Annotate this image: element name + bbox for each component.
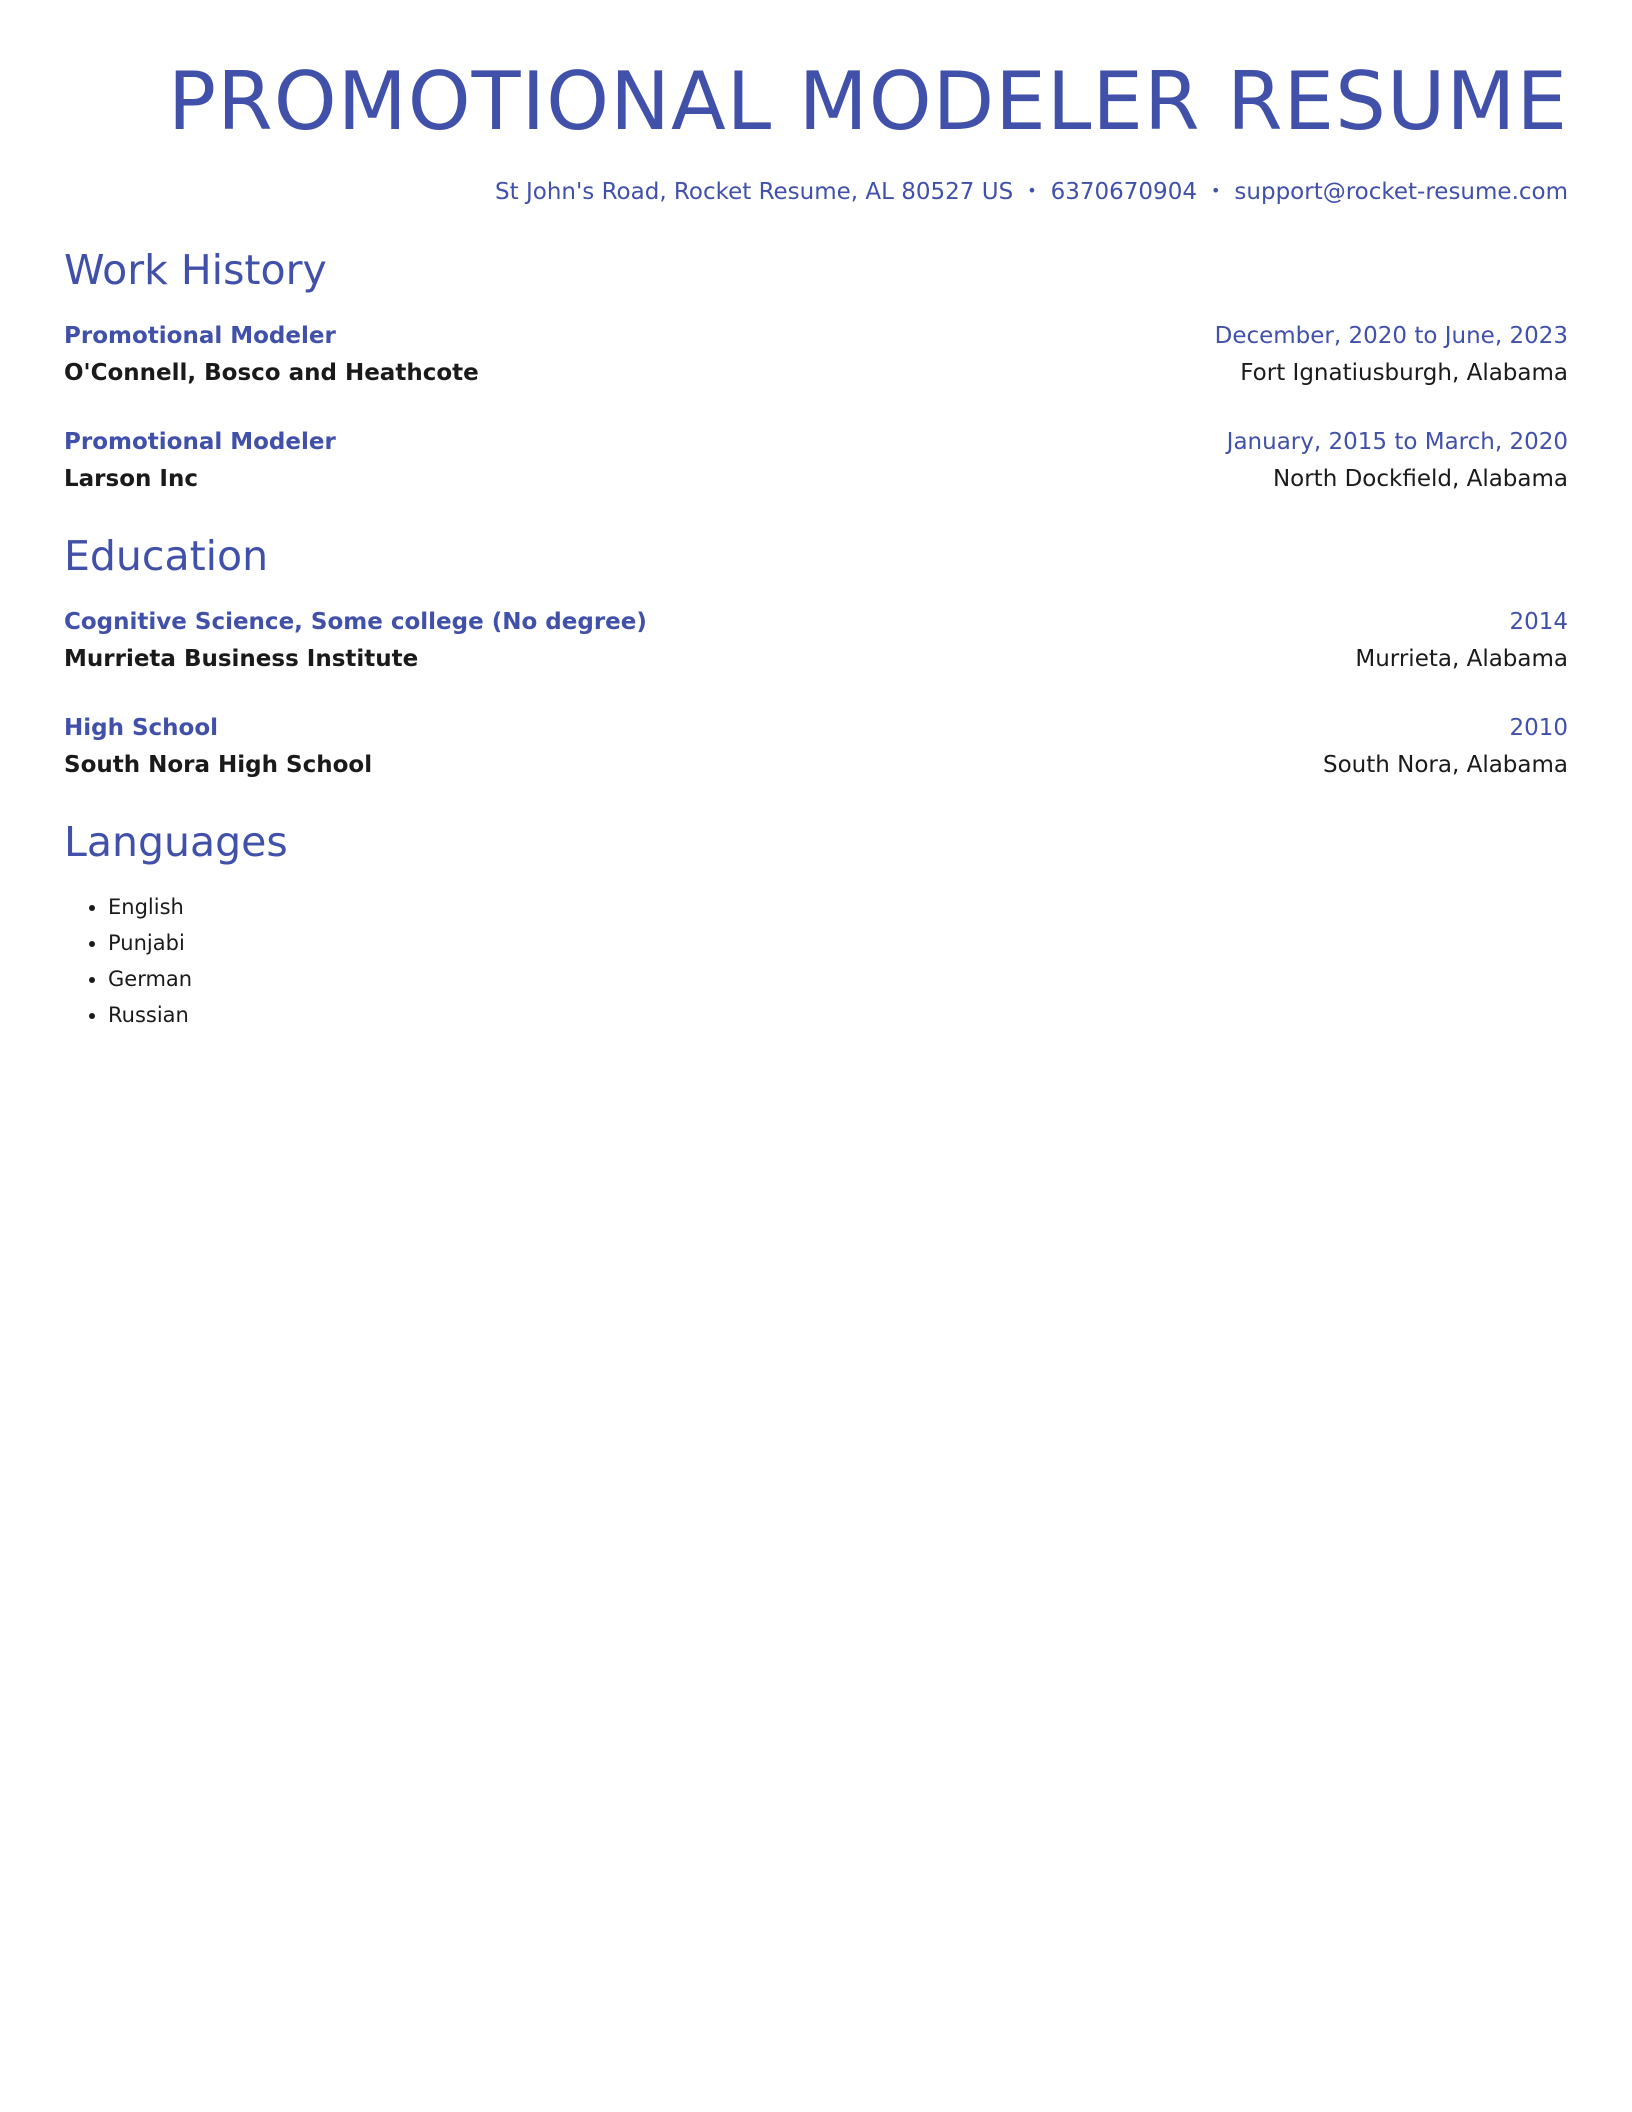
education-entry-details <box>64 745 1568 785</box>
job-location: Fort Ignatiusburgh, Alabama <box>1240 360 1568 386</box>
company-name: Larson Inc <box>64 466 198 492</box>
work-entry-details <box>64 353 1568 393</box>
company-name: O'Connell, Bosco and Heathcote <box>64 360 479 386</box>
education-entry <box>64 605 1568 679</box>
job-title: Promotional Modeler <box>64 429 336 455</box>
work-entry <box>64 425 1568 499</box>
work-history-heading: Work History <box>64 246 327 294</box>
graduation-year: 2014 <box>1509 609 1568 635</box>
language-item: • Punjabi <box>108 925 1568 961</box>
language-item: • German <box>108 961 1568 997</box>
work-history-section <box>64 245 1568 499</box>
languages-list <box>64 889 1568 1033</box>
degree-name: High School <box>64 715 219 741</box>
school-name: South Nora High School <box>64 752 373 778</box>
work-entry <box>64 319 1568 393</box>
graduation-year: 2010 <box>1509 715 1568 741</box>
contact-line <box>64 176 1568 207</box>
education-section <box>64 531 1568 785</box>
resume-page <box>64 0 1568 1033</box>
job-dates: January, 2015 to March, 2020 <box>1226 429 1568 455</box>
education-entry <box>64 711 1568 785</box>
degree-name: Cognitive Science, Some college (No degree) <box>64 609 647 635</box>
work-entry-header <box>64 319 1568 353</box>
education-entry-details <box>64 639 1568 679</box>
languages-heading: Languages <box>64 818 288 866</box>
language-item: • English <box>108 889 1568 925</box>
work-entry-details <box>64 459 1568 499</box>
work-entry-header <box>64 425 1568 459</box>
school-location: Murrieta, Alabama <box>1355 646 1568 672</box>
bullet-separator-icon: • <box>1210 181 1221 200</box>
school-location: South Nora, Alabama <box>1322 752 1568 778</box>
contact-address: St John's Road, Rocket Resume, AL 80527 US <box>495 179 1014 205</box>
job-dates: December, 2020 to June, 2023 <box>1214 323 1568 349</box>
resume-title: PROMOTIONAL MODELER RESUME <box>167 55 1568 148</box>
education-entry-header <box>64 605 1568 639</box>
contact-email: support@rocket-resume.com <box>1234 179 1568 205</box>
job-location: North Dockfield, Alabama <box>1272 466 1568 492</box>
education-entry-header <box>64 711 1568 745</box>
school-name: Murrieta Business Institute <box>64 646 419 672</box>
contact-phone: 6370670904 <box>1050 179 1197 205</box>
bullet-separator-icon: • <box>1027 181 1037 200</box>
education-heading: Education <box>64 532 269 580</box>
language-item: • Russian <box>108 997 1568 1033</box>
job-title: Promotional Modeler <box>64 323 336 349</box>
languages-section <box>64 817 1568 1033</box>
